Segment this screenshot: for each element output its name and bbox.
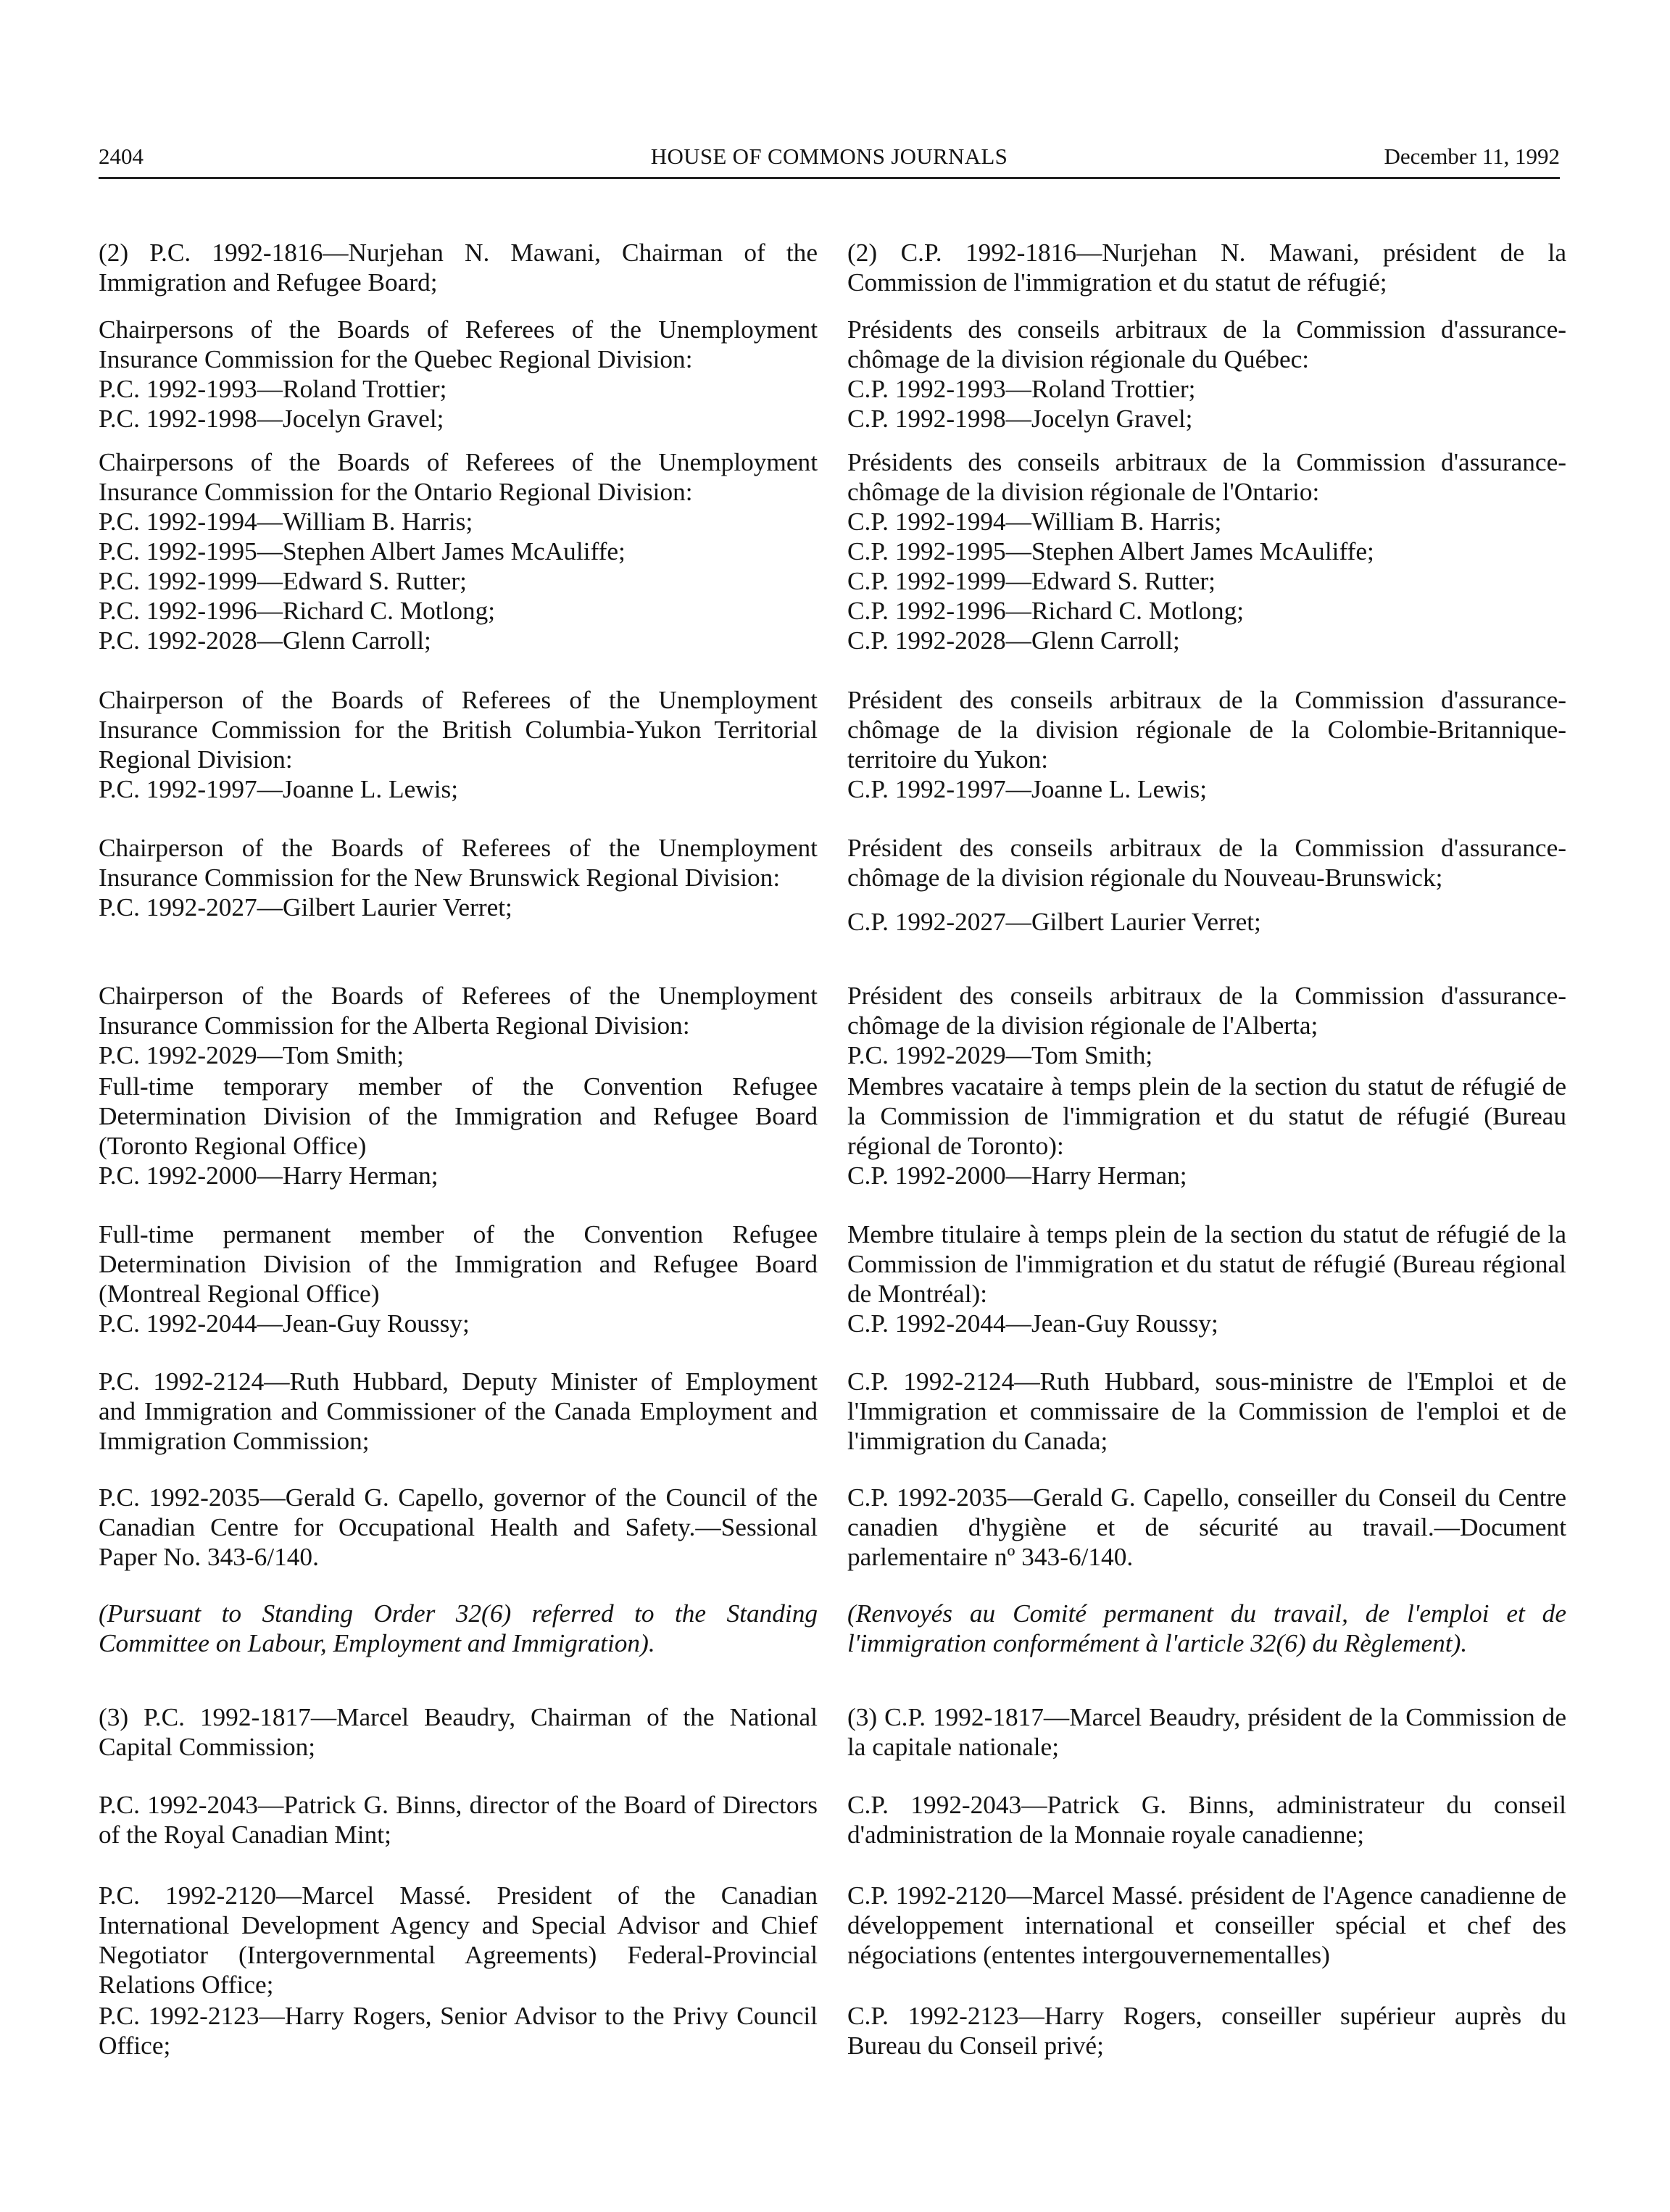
- page-number: 2404: [99, 144, 144, 169]
- french-entry: [847, 447, 1566, 655]
- french-entry: [847, 2001, 1566, 2060]
- french-entry-line: C.P. 1992-2124—Ruth Hubbard, sous-ministre de l'Emploi et de l'Immigration et commissaire de la Commission de l'emploi et de l'immigration du Canada;: [847, 1367, 1566, 1455]
- english-entry: [99, 238, 818, 297]
- english-entry-line: P.C. 1992-1999—Edward S. Rutter;: [99, 567, 467, 595]
- english-entry-line: (2) P.C. 1992-1816—Nurjehan N. Mawani, Chairman of the Immigration and Refugee Board;: [99, 239, 818, 297]
- french-entry: [847, 907, 1566, 937]
- english-entry-line: P.C. 1992-1996—Richard C. Motlong;: [99, 597, 496, 625]
- french-entry: [847, 315, 1566, 434]
- english-entry-line: P.C. 1992-2044—Jean-Guy Roussy;: [99, 1309, 470, 1338]
- french-entry: [847, 1219, 1566, 1338]
- english-entry: [99, 1072, 818, 1190]
- french-entry: [847, 1483, 1566, 1572]
- english-entry-line: P.C. 1992-2123—Harry Rogers, Senior Advisor to the Privy Council Office;: [99, 2002, 818, 2060]
- english-entry-line: P.C. 1992-1994—William B. Harris;: [99, 508, 473, 536]
- french-entry-line: Présidents des conseils arbitraux de la Commission d'assurance-chômage de la division régionale de l'Ontario:: [847, 448, 1566, 506]
- english-entry: [99, 1219, 818, 1338]
- french-entry-line: (3) C.P. 1992-1817—Marcel Beaudry, président de la Commission de la capitale nationale;: [847, 1703, 1566, 1761]
- english-entry-line: Chairpersons of the Boards of Referees of the Unemployment Insurance Commission for the Quebec Regional Division:: [99, 315, 818, 373]
- english-entry-line: Chairperson of the Boards of Referees of the Unemployment Insurance Commission for the British Columbia-Yukon Territorial Regional Division:: [99, 686, 818, 774]
- header-rule: [99, 177, 1560, 179]
- french-entry: [847, 1367, 1566, 1456]
- english-entry-line: Full-time temporary member of the Convention Refugee Determination Division of the Immigration and Refugee Board (Toronto Regional Office): [99, 1072, 818, 1160]
- english-entry-line: (3) P.C. 1992-1817—Marcel Beaudry, Chairman of the National Capital Commission;: [99, 1703, 818, 1761]
- french-entry: [847, 1881, 1566, 1970]
- french-entry-line: (2) C.P. 1992-1816—Nurjehan N. Mawani, président de la Commission de l'immigration et du statut de réfugié;: [847, 239, 1566, 297]
- french-entry-line: C.P. 1992-1995—Stephen Albert James McAuliffe;: [847, 537, 1374, 566]
- french-entry-line: Membre titulaire à temps plein de la section du statut de réfugié de la Commission de l'immigration et du statut de réfugié (Bureau régional de Montréal):: [847, 1220, 1566, 1308]
- french-entry-line: Président des conseils arbitraux de la Commission d'assurance-chômage de la division régionale du Nouveau-Brunswick;: [847, 834, 1566, 892]
- english-entry-line: P.C. 1992-1993—Roland Trottier;: [99, 375, 447, 403]
- english-entry-line: Chairperson of the Boards of Referees of the Unemployment Insurance Commission for the New Brunswick Regional Division:: [99, 834, 818, 892]
- french-entry-line: (Renvoyés au Comité permanent du travail, de l'emploi et de l'immigration conformément à l'article 32(6) du Règlement).: [847, 1599, 1566, 1657]
- french-entry: [847, 1790, 1566, 1849]
- running-header: [99, 142, 1560, 174]
- french-entry-line: C.P. 1992-2000—Harry Herman;: [847, 1161, 1187, 1190]
- english-entry: [99, 2001, 818, 2060]
- english-entry-line: P.C. 1992-2035—Gerald G. Capello, governor of the Council of the Canadian Centre for Occupational Health and Safety.—Sessional Paper No. 343-6/140.: [99, 1483, 818, 1571]
- french-entry-line: Président des conseils arbitraux de la Commission d'assurance-chômage de la division régionale de la Colombie-Britannique-territoire du Yukon:: [847, 686, 1566, 774]
- english-entry-line: Chairpersons of the Boards of Referees of the Unemployment Insurance Commission for the Ontario Regional Division:: [99, 448, 818, 506]
- french-entry-line: C.P. 1992-2044—Jean-Guy Roussy;: [847, 1309, 1218, 1338]
- english-entry: [99, 1790, 818, 1849]
- french-entry-line: P.C. 1992-2029—Tom Smith;: [847, 1041, 1153, 1069]
- journal-date: December 11, 1992: [1384, 144, 1560, 169]
- french-entry-line: C.P. 1992-1994—William B. Harris;: [847, 508, 1222, 536]
- french-entry-line: C.P. 1992-1999—Edward S. Rutter;: [847, 567, 1216, 595]
- french-entry-line: C.P. 1992-1993—Roland Trottier;: [847, 375, 1196, 403]
- english-entry: [99, 315, 818, 434]
- english-entry: [99, 1702, 818, 1762]
- english-entry: [99, 685, 818, 804]
- french-entry: [847, 238, 1566, 297]
- english-entry-line: P.C. 1992-2000—Harry Herman;: [99, 1161, 439, 1190]
- french-entry: [847, 1702, 1566, 1762]
- french-entry-line: C.P. 1992-1997—Joanne L. Lewis;: [847, 775, 1208, 803]
- english-entry-line: Full-time permanent member of the Convention Refugee Determination Division of the Immigration and Refugee Board (Montreal Regional Office): [99, 1220, 818, 1308]
- english-entry-line: P.C. 1992-1998—Jocelyn Gravel;: [99, 405, 444, 433]
- french-entry-line: C.P. 1992-2043—Patrick G. Binns, administrateur du conseil d'administration de la Monnaie royale canadienne;: [847, 1791, 1566, 1849]
- english-entry-line: Chairperson of the Boards of Referees of the Unemployment Insurance Commission for the Alberta Regional Division:: [99, 982, 818, 1040]
- english-entry: [99, 1367, 818, 1456]
- journal-title: HOUSE OF COMMONS JOURNALS: [650, 144, 1008, 169]
- french-entry-line: C.P. 1992-1996—Richard C. Motlong;: [847, 597, 1245, 625]
- french-entry: [847, 981, 1566, 1070]
- english-entry: [99, 1599, 818, 1658]
- english-entry-line: P.C. 1992-2029—Tom Smith;: [99, 1041, 404, 1069]
- english-entry-line: P.C. 1992-2124—Ruth Hubbard, Deputy Minister of Employment and Immigration and Commissioner of the Canada Employment and Immigration Commission;: [99, 1367, 818, 1455]
- english-entry-line: P.C. 1992-1997—Joanne L. Lewis;: [99, 775, 459, 803]
- french-entry-line: C.P. 1992-2027—Gilbert Laurier Verret;: [847, 908, 1261, 936]
- french-entry-line: C.P. 1992-2123—Harry Rogers, conseiller supérieur auprès du Bureau du Conseil privé;: [847, 2002, 1566, 2060]
- english-entry: [99, 447, 818, 655]
- english-entry-line: P.C. 1992-2043—Patrick G. Binns, director of the Board of Directors of the Royal Canadian Mint;: [99, 1791, 818, 1849]
- english-entry-line: (Pursuant to Standing Order 32(6) referred to the Standing Committee on Labour, Employment and Immigration).: [99, 1599, 818, 1657]
- english-entry: [99, 833, 818, 922]
- french-entry: [847, 1599, 1566, 1658]
- french-entry: [847, 1072, 1566, 1190]
- french-entry-line: C.P. 1992-2120—Marcel Massé. président de l'Agence canadienne de développement international et conseiller spécial et chef des négociations (ententes intergouvernementalles): [847, 1881, 1566, 1969]
- french-entry-line: C.P. 1992-2035—Gerald G. Capello, conseiller du Conseil du Centre canadien d'hygiène et de sécurité au travail.—Document parlementaire nº 343-6/140.: [847, 1483, 1566, 1571]
- french-entry-line: Présidents des conseils arbitraux de la Commission d'assurance-chômage de la division régionale du Québec:: [847, 315, 1566, 373]
- english-entry-line: P.C. 1992-1995—Stephen Albert James McAuliffe;: [99, 537, 626, 566]
- english-entry-line: P.C. 1992-2027—Gilbert Laurier Verret;: [99, 893, 512, 921]
- french-entry-line: Président des conseils arbitraux de la Commission d'assurance-chômage de la division régionale de l'Alberta;: [847, 982, 1566, 1040]
- english-entry: [99, 981, 818, 1070]
- french-entry: [847, 685, 1566, 804]
- french-entry-line: C.P. 1992-2028—Glenn Carroll;: [847, 626, 1180, 655]
- french-entry-line: Membres vacataire à temps plein de la section du statut de réfugié de la Commission de l'immigration et du statut de réfugié (Bureau régional de Toronto):: [847, 1072, 1566, 1160]
- english-entry: [99, 1483, 818, 1572]
- english-entry-line: P.C. 1992-2120—Marcel Massé. President of the Canadian International Development Agency and Special Advisor and Chief Negotiator (Intergovernmental Agreements) Federal-Provincial Relations Office;: [99, 1881, 818, 1999]
- french-entry-line: C.P. 1992-1998—Jocelyn Gravel;: [847, 405, 1193, 433]
- english-entry: [99, 1881, 818, 2000]
- english-entry-line: P.C. 1992-2028—Glenn Carroll;: [99, 626, 431, 655]
- french-entry: [847, 833, 1566, 892]
